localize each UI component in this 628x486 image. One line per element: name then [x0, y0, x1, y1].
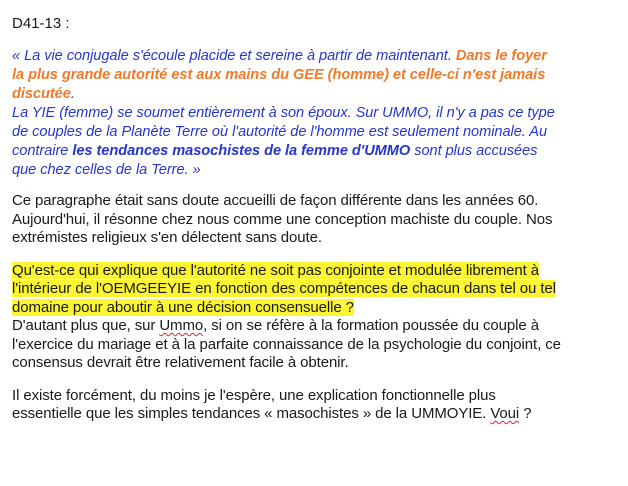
paragraph-line [12, 317, 618, 336]
quote-line-5: de couples de la Planète Terre où l'autorité de l'homme est seulement nominale. Au [12, 124, 548, 140]
quote-line-2: la plus grande autorité est aux mains du GEE (homme) et celle-ci n'est jamais [12, 67, 546, 83]
text-run: essentielle que les simples tendances « masochistes » de la UMMOYIE. [12, 405, 491, 422]
paragraph-line: Il existe forcément, du moins je l'espère, une explication fonctionnelle plus [12, 386, 496, 404]
paragraph-line [12, 405, 618, 424]
highlight: l'intérieur de l'OEMGEEYIE en fonction des compétences de chacun dans tel ou tel [12, 280, 556, 297]
paragraph-line: extrémistes religieux s'en délectent sans doute. [12, 229, 322, 246]
quote-bold-text: les tendances masochistes de la femme d'UMMO [72, 143, 411, 159]
highlight: domaine pour aboutir à une décision consensuelle ? [12, 298, 354, 316]
question-line [12, 299, 618, 318]
quote-line-6 [12, 142, 618, 161]
text-run: D'autant plus que, sur [12, 317, 160, 334]
question-line [12, 280, 618, 299]
paragraph-line: Ce paragraphe était sans doute accueilli de façon différente dans les années 60. [12, 192, 539, 209]
question-line [12, 262, 618, 281]
quote-orange-text: Dans le foyer [451, 48, 547, 64]
paragraph-line: Aujourd'hui, il résonne chez nous comme une conception machiste du couple. Nos [12, 210, 553, 228]
spellcheck-word: Voui [490, 405, 520, 422]
paragraph-line: consensus devrait être relativement facile à obtenir. [12, 354, 349, 371]
closing-paragraph [12, 387, 618, 424]
paragraph-line: l'exercice du mariage et à la parfaite connaissance de la psychologie du conjoint, ce [12, 335, 561, 353]
quote-blue-text: « La vie conjugale s'écoule placide et sereine à partir de maintenant. [12, 48, 452, 64]
text-run: , si on se réfère à la formation poussée du couple à [203, 317, 539, 334]
spacer [12, 373, 618, 387]
quote-orange-text: discutée [12, 86, 71, 102]
quote-line-7: que chez celles de la Terre. » [12, 162, 201, 178]
quote-line-1 [12, 47, 618, 66]
ummo-quote [12, 47, 618, 180]
consensus-paragraph [12, 317, 618, 373]
quote-line-4: La YIE (femme) se soumet entièrement à son époux. Sur UMMO, il n'y a pas ce type [12, 105, 555, 121]
highlighted-question [12, 262, 618, 318]
text-run: ? [519, 405, 532, 422]
quote-blue-text: sont plus accusées [410, 143, 538, 159]
spellcheck-word: Ummo [159, 317, 204, 334]
spacer [12, 248, 618, 262]
commentary-paragraph [12, 192, 618, 248]
quote-blue-text: . [70, 86, 75, 102]
quote-blue-text: contraire [12, 143, 73, 159]
reference-heading: D41-13 : [12, 15, 70, 32]
highlight: Qu'est-ce qui explique que l'autorité ne soit pas conjointe et modulée librement à [12, 261, 540, 279]
quote-line-3 [12, 85, 618, 104]
